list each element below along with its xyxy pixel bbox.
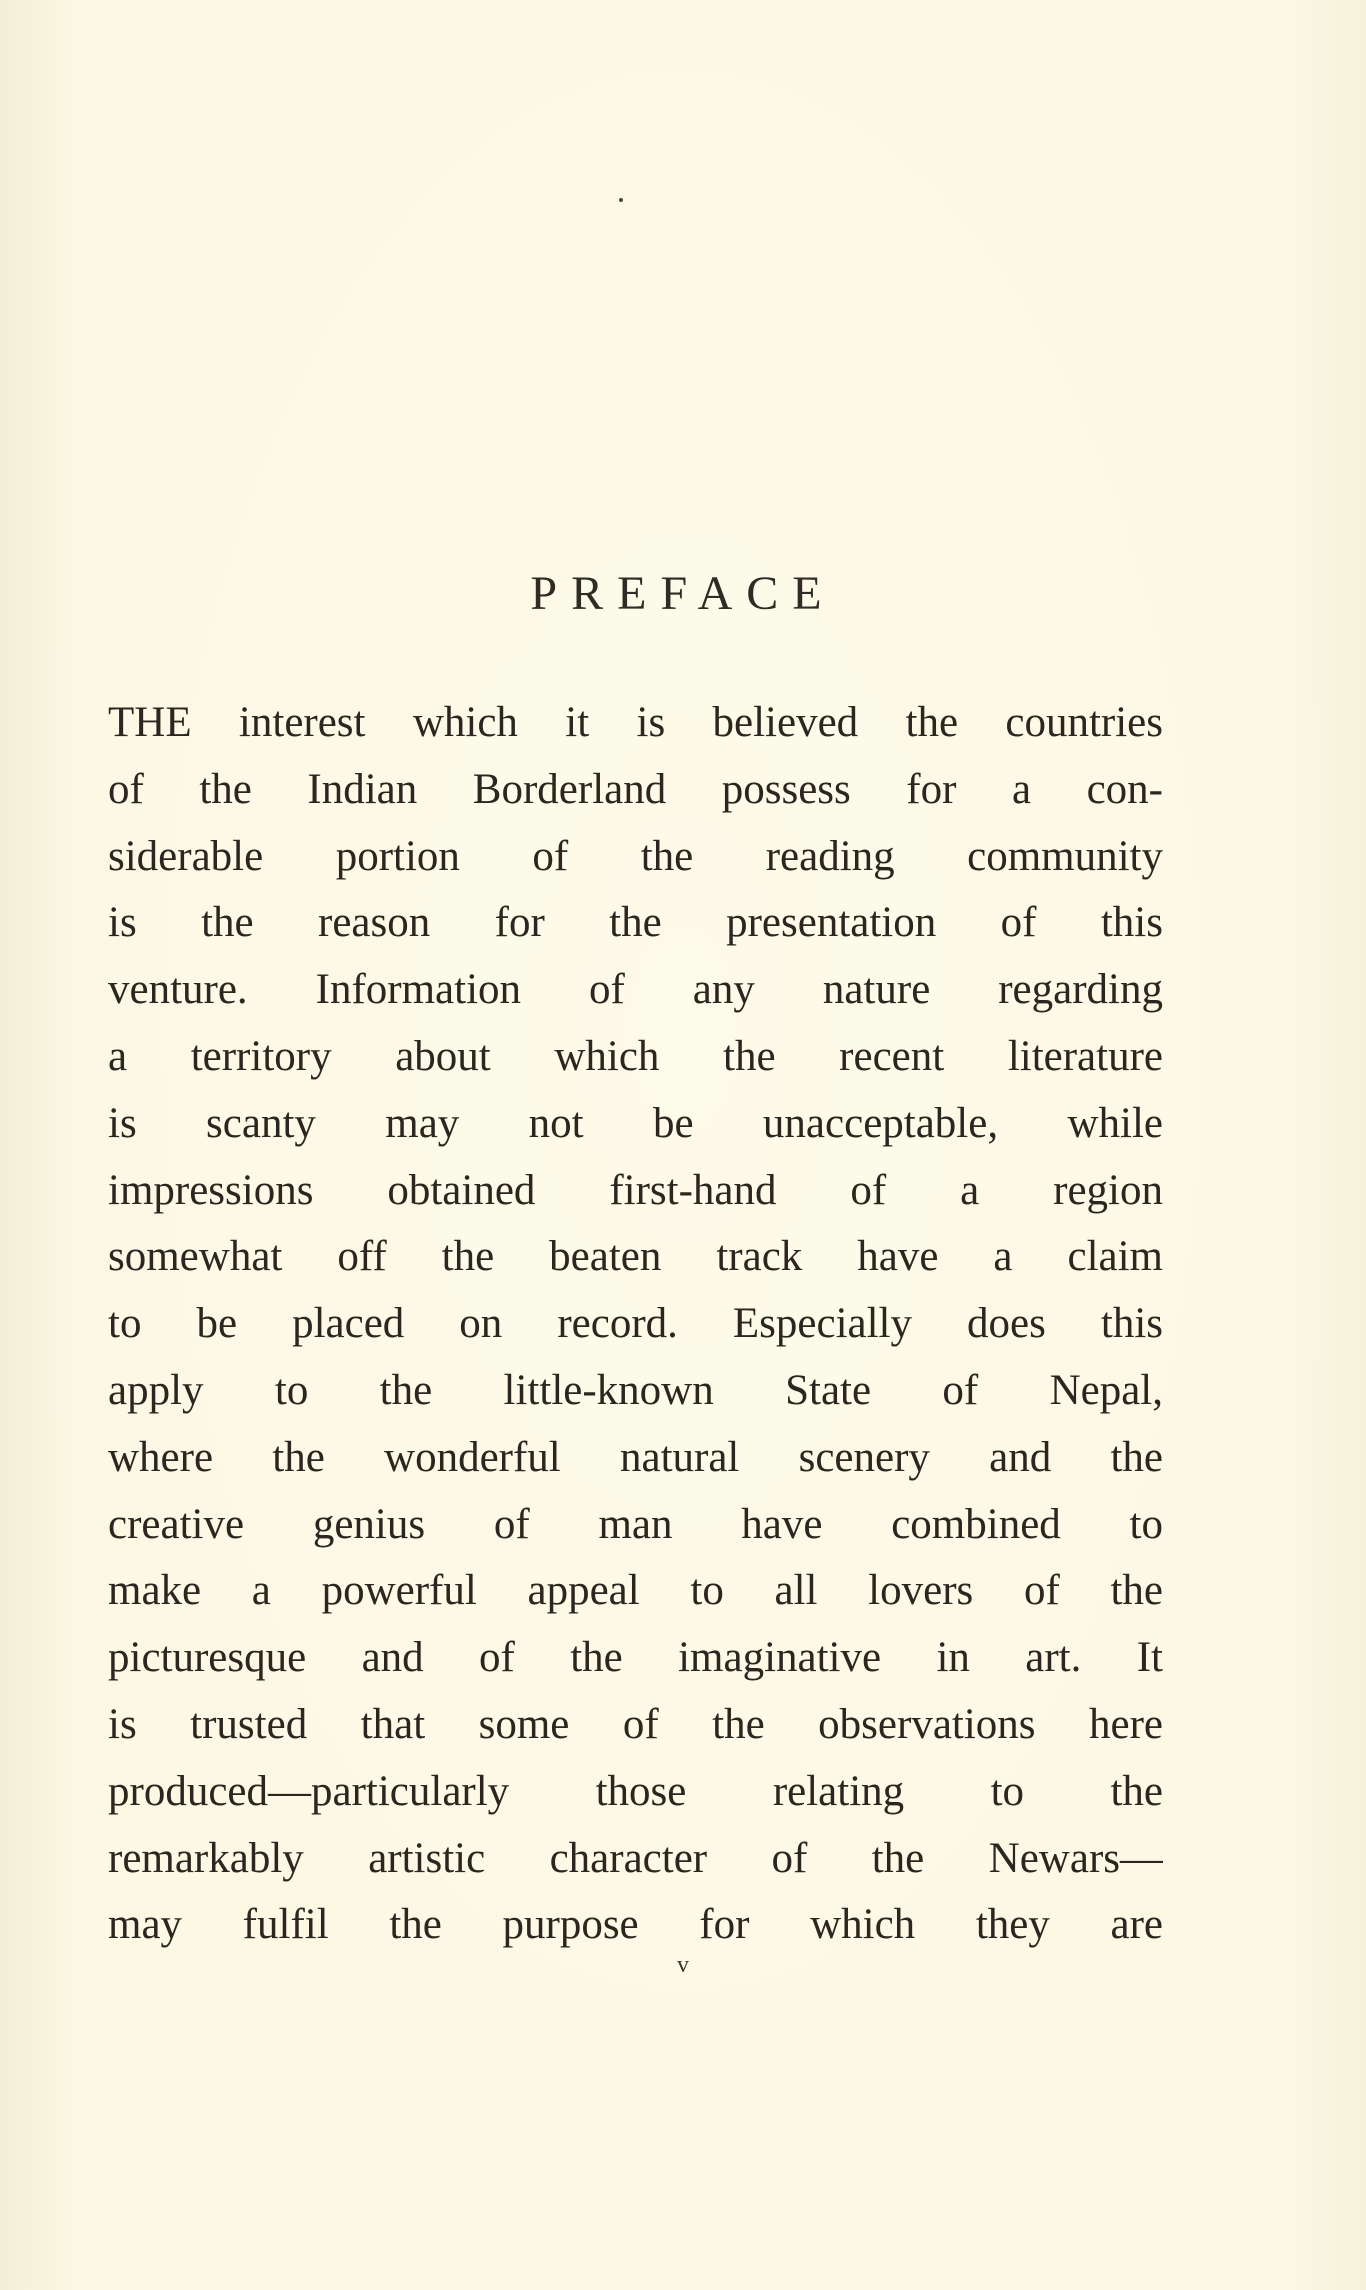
- text-line: produced—particularly those relating to the: [108, 1767, 1163, 1815]
- text-line: venture. Information of any nature regarding: [108, 966, 1163, 1014]
- paper-speck: [619, 198, 623, 202]
- text-line: siderable portion of the reading community: [108, 832, 1163, 880]
- text-line: where the wonderful natural scenery and the: [108, 1433, 1163, 1481]
- text-line: creative genius of man have combined to: [108, 1500, 1163, 1548]
- page-number: v: [677, 1952, 689, 1978]
- text-line: a territory about which the recent literature: [108, 1032, 1163, 1080]
- page-title: PREFACE: [530, 567, 836, 620]
- text-line: apply to the little-known State of Nepal,: [108, 1366, 1163, 1414]
- text-line: to be placed on record. Especially does this: [108, 1300, 1163, 1348]
- text-line: is scanty may not be unacceptable, while: [108, 1099, 1163, 1147]
- text-line: is the reason for the presentation of this: [108, 899, 1163, 947]
- text-line: THE interest which it is believed the countries: [108, 699, 1163, 746]
- text-line: of the Indian Borderland possess for a con-: [108, 765, 1163, 813]
- text-line: make a powerful appeal to all lovers of the: [108, 1567, 1163, 1615]
- text-line: remarkably artistic character of the Newars—: [108, 1834, 1163, 1882]
- text-line: is trusted that some of the observations here: [108, 1700, 1163, 1748]
- text-line: may fulfil the purpose for which they are: [108, 1901, 1163, 1949]
- text-line: somewhat off the beaten track have a claim: [108, 1233, 1163, 1281]
- text-line: impressions obtained first-hand of a region: [108, 1166, 1163, 1214]
- text-line: picturesque and of the imaginative in art. It: [108, 1634, 1163, 1682]
- preface-body: [108, 690, 1163, 1959]
